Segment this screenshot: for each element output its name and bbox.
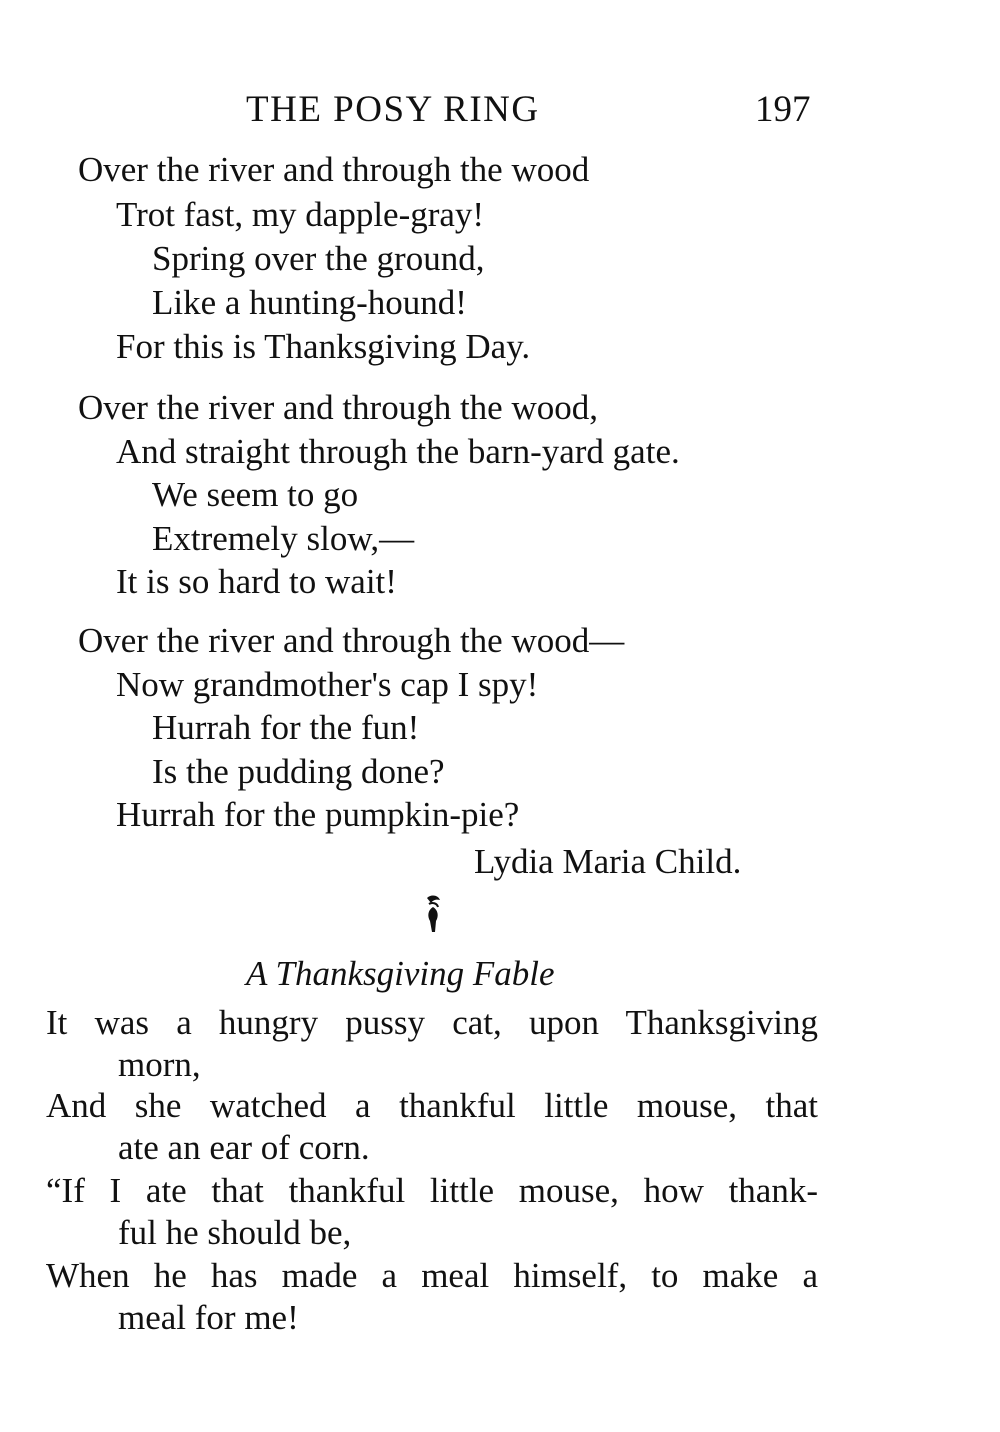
poem-author: Lydia Maria Child. bbox=[474, 842, 742, 881]
poem-line: And straight through the barn-yard gate. bbox=[116, 432, 680, 471]
fable-line: And she watched a thankful little mouse, that bbox=[46, 1086, 818, 1125]
fable-line: meal for me! bbox=[118, 1298, 299, 1337]
poem-line: Over the river and through the wood, bbox=[78, 388, 598, 427]
poem-line: Hurrah for the fun! bbox=[152, 708, 420, 747]
poem-line: Over the river and through the wood— bbox=[78, 621, 625, 660]
fable-line: morn, bbox=[118, 1045, 201, 1084]
poem-line: Like a hunting-hound! bbox=[152, 283, 467, 322]
poem-line: Over the river and through the wood bbox=[78, 150, 590, 189]
running-head bbox=[0, 88, 1000, 138]
fable-title: A Thanksgiving Fable bbox=[246, 954, 555, 993]
fable-line: “If I ate that thankful little mouse, how thank- bbox=[46, 1171, 818, 1210]
fable-line: When he has made a meal himself, to make a bbox=[46, 1256, 818, 1295]
leaf-ornament-icon bbox=[418, 892, 448, 938]
poem-line: Hurrah for the pumpkin-pie? bbox=[116, 795, 520, 834]
poem-line: Trot fast, my dapple-gray! bbox=[116, 195, 485, 234]
poem-line: Is the pudding done? bbox=[152, 752, 445, 791]
poem-line: It is so hard to wait! bbox=[116, 562, 397, 601]
page-number: 197 bbox=[755, 89, 811, 130]
fable-line: ful he should be, bbox=[118, 1213, 352, 1252]
running-title: THE POSY RING bbox=[246, 89, 540, 130]
poem-line: Extremely slow,— bbox=[152, 519, 415, 558]
poem-line: Now grandmother's cap I spy! bbox=[116, 665, 539, 704]
fable-line: ate an ear of corn. bbox=[118, 1128, 370, 1167]
poem-line: For this is Thanksgiving Day. bbox=[116, 327, 531, 366]
poem-line: Spring over the ground, bbox=[152, 239, 485, 278]
poem-line: We seem to go bbox=[152, 475, 359, 514]
fable-line: It was a hungry pussy cat, upon Thanksgiving bbox=[46, 1003, 818, 1042]
